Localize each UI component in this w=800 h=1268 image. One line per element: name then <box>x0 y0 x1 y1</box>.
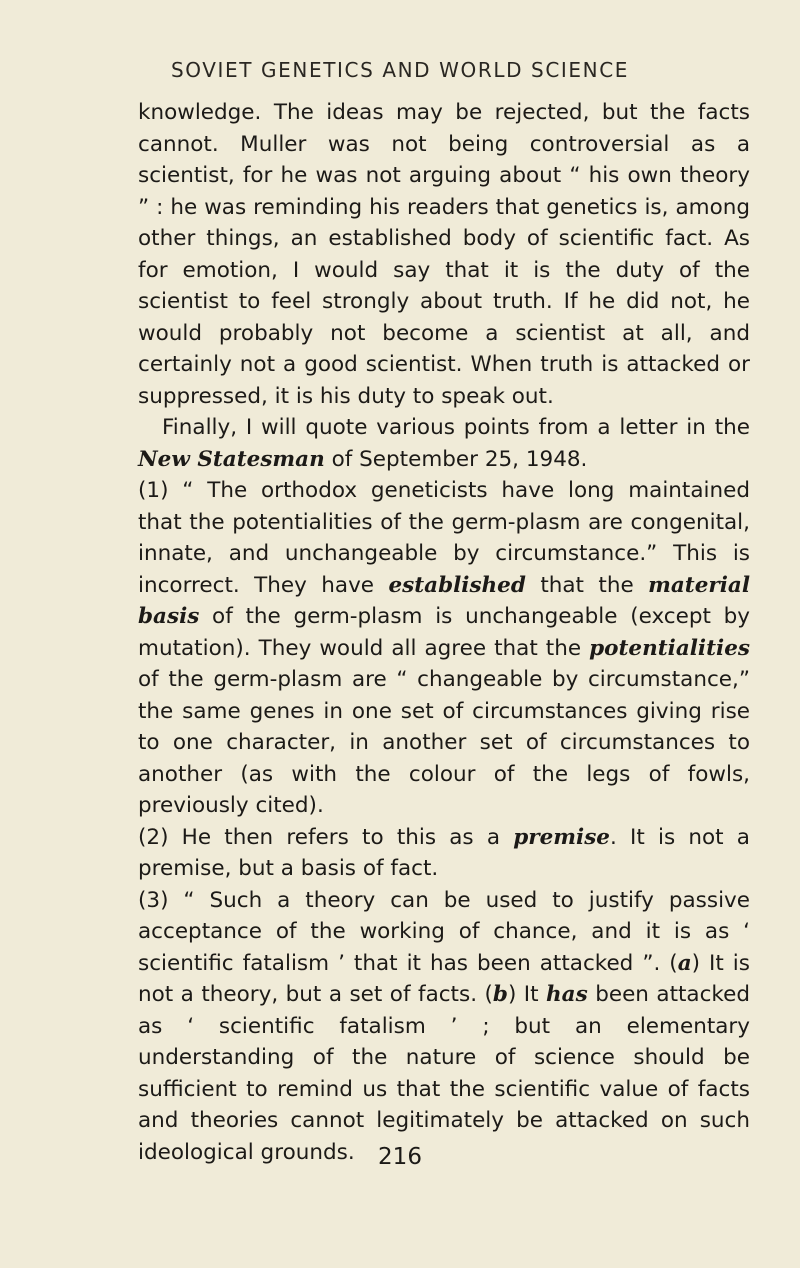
paragraph-2-text-end: of September 25, 1948. <box>324 446 588 472</box>
point-1-text-4: of the germ-plasm are “ changeable by circumstance,” the same genes in one set of circumstances giving rise to one character, in another set of circumstances to another (as with the colour of the legs of fowls, previously cited). <box>138 667 750 818</box>
point-2-text: (2) He then refers to this as a <box>138 824 514 850</box>
emphasis-premise: premise <box>513 824 610 850</box>
publication-title: New Statesman <box>138 446 325 472</box>
paragraph-2-text: Finally, I will quote various points from a letter in the <box>162 415 750 440</box>
emphasis-established: established <box>388 572 526 598</box>
body-text <box>138 97 750 1168</box>
emphasis-potentialities: potentialities <box>589 635 750 661</box>
point-3-text-2: ) It is not a theory, but a set of facts. ( <box>138 950 750 1007</box>
point-1-text-3: of the germ-plasm is unchangeable (except by mutation). They would all agree that the <box>138 604 750 661</box>
running-head: SOVIET GENETICS AND WORLD SCIENCE <box>170 58 629 82</box>
paragraph-1-text: knowledge. The ideas may be rejected, but the facts cannot. Muller was not being controversial as a scientist, for he was not arguing about “ his own theory ” : he was reminding his readers that genetics is, among other things, an established body of scientific fact. As for emotion, I would say that it is the duty of the scientist to feel strongly about truth. If he did not, he would probably not become a scientist at all, and certainly not a good scientist. When truth is attacked or suppressed, it is his duty to speak out. <box>138 100 750 409</box>
page-number: 216 <box>378 1144 422 1170</box>
paragraph-point-3 <box>138 885 750 1169</box>
point-3-text-3: ) It <box>507 982 547 1007</box>
point-1-text-2: that the <box>525 572 649 598</box>
point-3-text-4: been attacked as ‘ scientific fatalism ’ ; but an elementary understanding of the nature of science should be sufficient to remind us that the scientific value of facts and theories cannot legitimately be attacked on such ideological grounds. <box>138 982 750 1165</box>
paragraph-point-1 <box>138 475 750 822</box>
emphasis-a: a <box>677 950 692 976</box>
emphasis-b: b <box>492 982 508 1007</box>
paragraph-2 <box>138 412 750 475</box>
emphasis-has: has <box>546 982 588 1007</box>
paragraph-point-2 <box>138 822 750 885</box>
point-2-text-2: . It is not a premise, but a basis of fact. <box>138 824 750 881</box>
paragraph-1 <box>138 97 750 412</box>
emphasis-material-basis: material basis <box>138 572 750 629</box>
point-1-text: (1) “ The orthodox geneticists have long maintained that the potentialities of the germ-plasm are congenital, innate, and unchangeable by circumstance.” This is incorrect. They have <box>138 478 750 598</box>
point-3-text: (3) “ Such a theory can be used to justify passive acceptance of the working of chance, and it is as ‘ scientific fatalism ’ that it has been attacked ”. ( <box>138 887 750 976</box>
